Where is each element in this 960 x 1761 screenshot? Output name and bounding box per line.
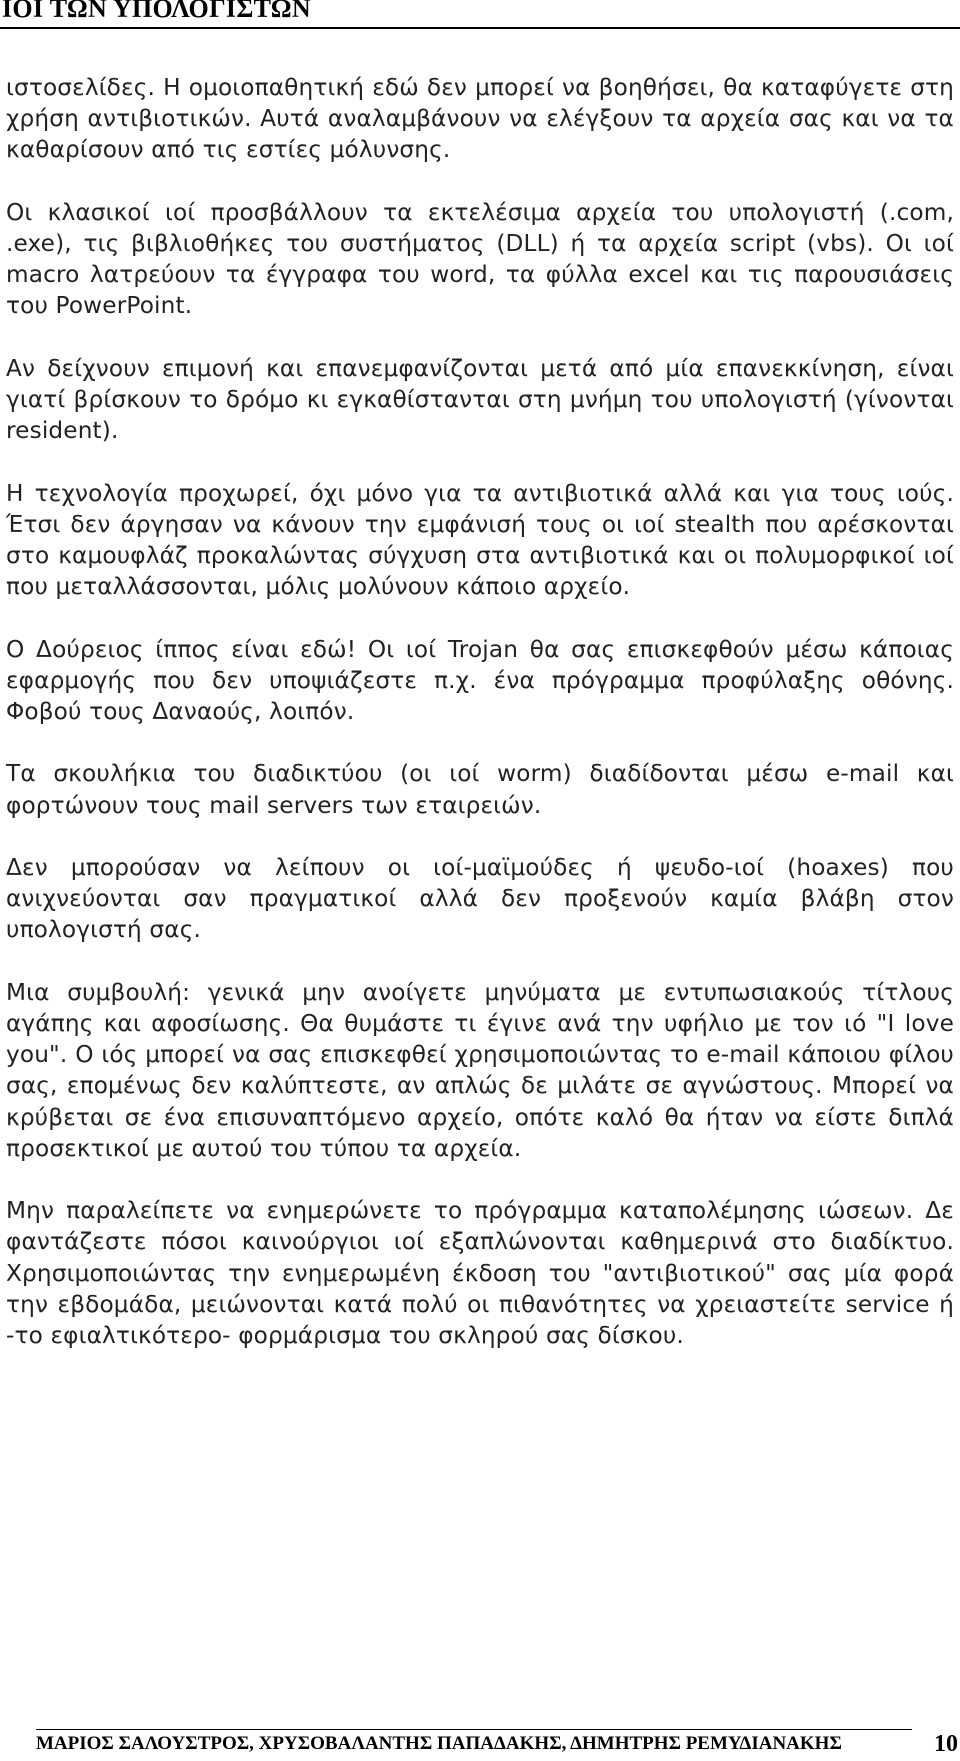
footer-divider [36, 1729, 912, 1730]
header-title: ΙΟΙ ΤΩΝ ΥΠΟΛΟΓΙΣΤΩΝ [2, 0, 311, 23]
paragraph: Μια συμβουλή: γενικά μην ανοίγετε μηνύματα με εντυπωσιακούς τίτλους αγάπης και αφοσίωσης. Θα θυμάστε τι έγινε ανά την υφήλιο με τον ιό "I love you". Ο ιός μπορεί να σας επισκεφθεί χρησιμοποιώντας το e-mail κάποιου φίλου σας, επομένως δεν καλύπτεστε, αν απλώς δε μιλάτε σε αγνώστους. Μπορεί να κρύβεται σε ένα επισυναπτόμενο αρχείο, οπότε καλό θα ήταν να είστε διπλά προσεκτικοί με αυτού του τύπου τα αρχεία. [6, 978, 954, 1162]
paragraph: Αν δείχνουν επιμονή και επανεμφανίζονται μετά από μία επανεκκίνηση, είναι γιατί βρίσκουν το δρόμο κι εγκαθίστανται στη μνήμη του υπολογιστή (γίνονται resident). [6, 354, 954, 445]
footer-authors: ΜΑΡΙΟΣ ΣΑΛΟΥΣΤΡΟΣ, ΧΡΥΣΟΒΑΛΑΝΤΗΣ ΠΑΠΑΔΑΚΗΣ, ΔΗΜΗΤΡΗΣ ΡΕΜΥΔΙΑΝΑΚΗΣ [36, 1733, 842, 1754]
page-number: 10 [934, 1731, 958, 1757]
paragraph: Τα σκουλήκια του διαδικτύου (οι ιοί worm) διαδίδονται μέσω e-mail και φορτώνουν τους mail servers των εταιρειών. [6, 760, 954, 819]
paragraph: Ο Δούρειος ίππος είναι εδώ! Οι ιοί Trojan θα σας επισκεφθούν μέσω κάποιας εφαρμογής που δεν υποψιάζεστε π.χ. ένα πρόγραμμα προφύλαξης οθόνης. Φοβού τους Δαναούς, λοιπόν. [6, 635, 954, 725]
paragraph: Δεν μπορούσαν να λείπουν οι ιοί-μαϊμούδες ή ψευδο-ιοί (hoaxes) που ανιχνεύονται σαν πραγματικοί αλλά δεν προξενούν καμία βλάβη στον υπολογιστή σας. [6, 853, 954, 944]
page-header [0, 0, 960, 29]
paragraph: Οι κλασικοί ιοί προσβάλλουν τα εκτελέσιμα αρχεία του υπολογιστή (.com, .exe), τις βιβλιοθήκες του συστήματος (DLL) ή τα αρχεία script (vbs). Οι ιοί macro λατρεύουν τα έγγραφα του word, τα φύλλα excel και τις παρουσιάσεις του PowerPoint. [6, 198, 954, 320]
paragraph: Μην παραλείπετε να ενημερώνετε το πρόγραμμα καταπολέμησης ιώσεων. Δε φαντάζεστε πόσοι καινούργιοι ιοί εξαπλώνονται καθημερινά στο διαδίκτυο. Χρησιμοποιώντας την ενημερωμένη έκδοση του "αντιβιοτικού" σας μία φορά την εβδομάδα, μειώνονται κατά πολύ οι πιθανότητες να χρειαστείτε service ή -το εφιαλτικότερο- φορμάρισμα του σκληρού σας δίσκου. [6, 1197, 954, 1349]
document-body [6, 72, 954, 1382]
paragraph: Η τεχνολογία προχωρεί, όχι μόνο για τα αντιβιοτικά αλλά και για τους ιούς. Έτσι δεν άργησαν να κάνουν την εμφάνισή τους οι ιοί stealth που αρέσκονται στο καμουφλάζ προκαλώντας σύγχυση στα αντιβιοτικά και οι πολυμορφικοί ιοί που μεταλλάσσονται, μόλις μολύνουν κάποιο αρχείο. [6, 479, 954, 601]
paragraph: ιστοσελίδες. Η ομοιοπαθητική εδώ δεν μπορεί να βοηθήσει, θα καταφύγετε στη χρήση αντιβιοτικών. Αυτά αναλαμβάνουν να ελέγξουν τα αρχεία σας και να τα καθαρίσουν από τις εστίες μόλυνσης. [6, 74, 954, 164]
